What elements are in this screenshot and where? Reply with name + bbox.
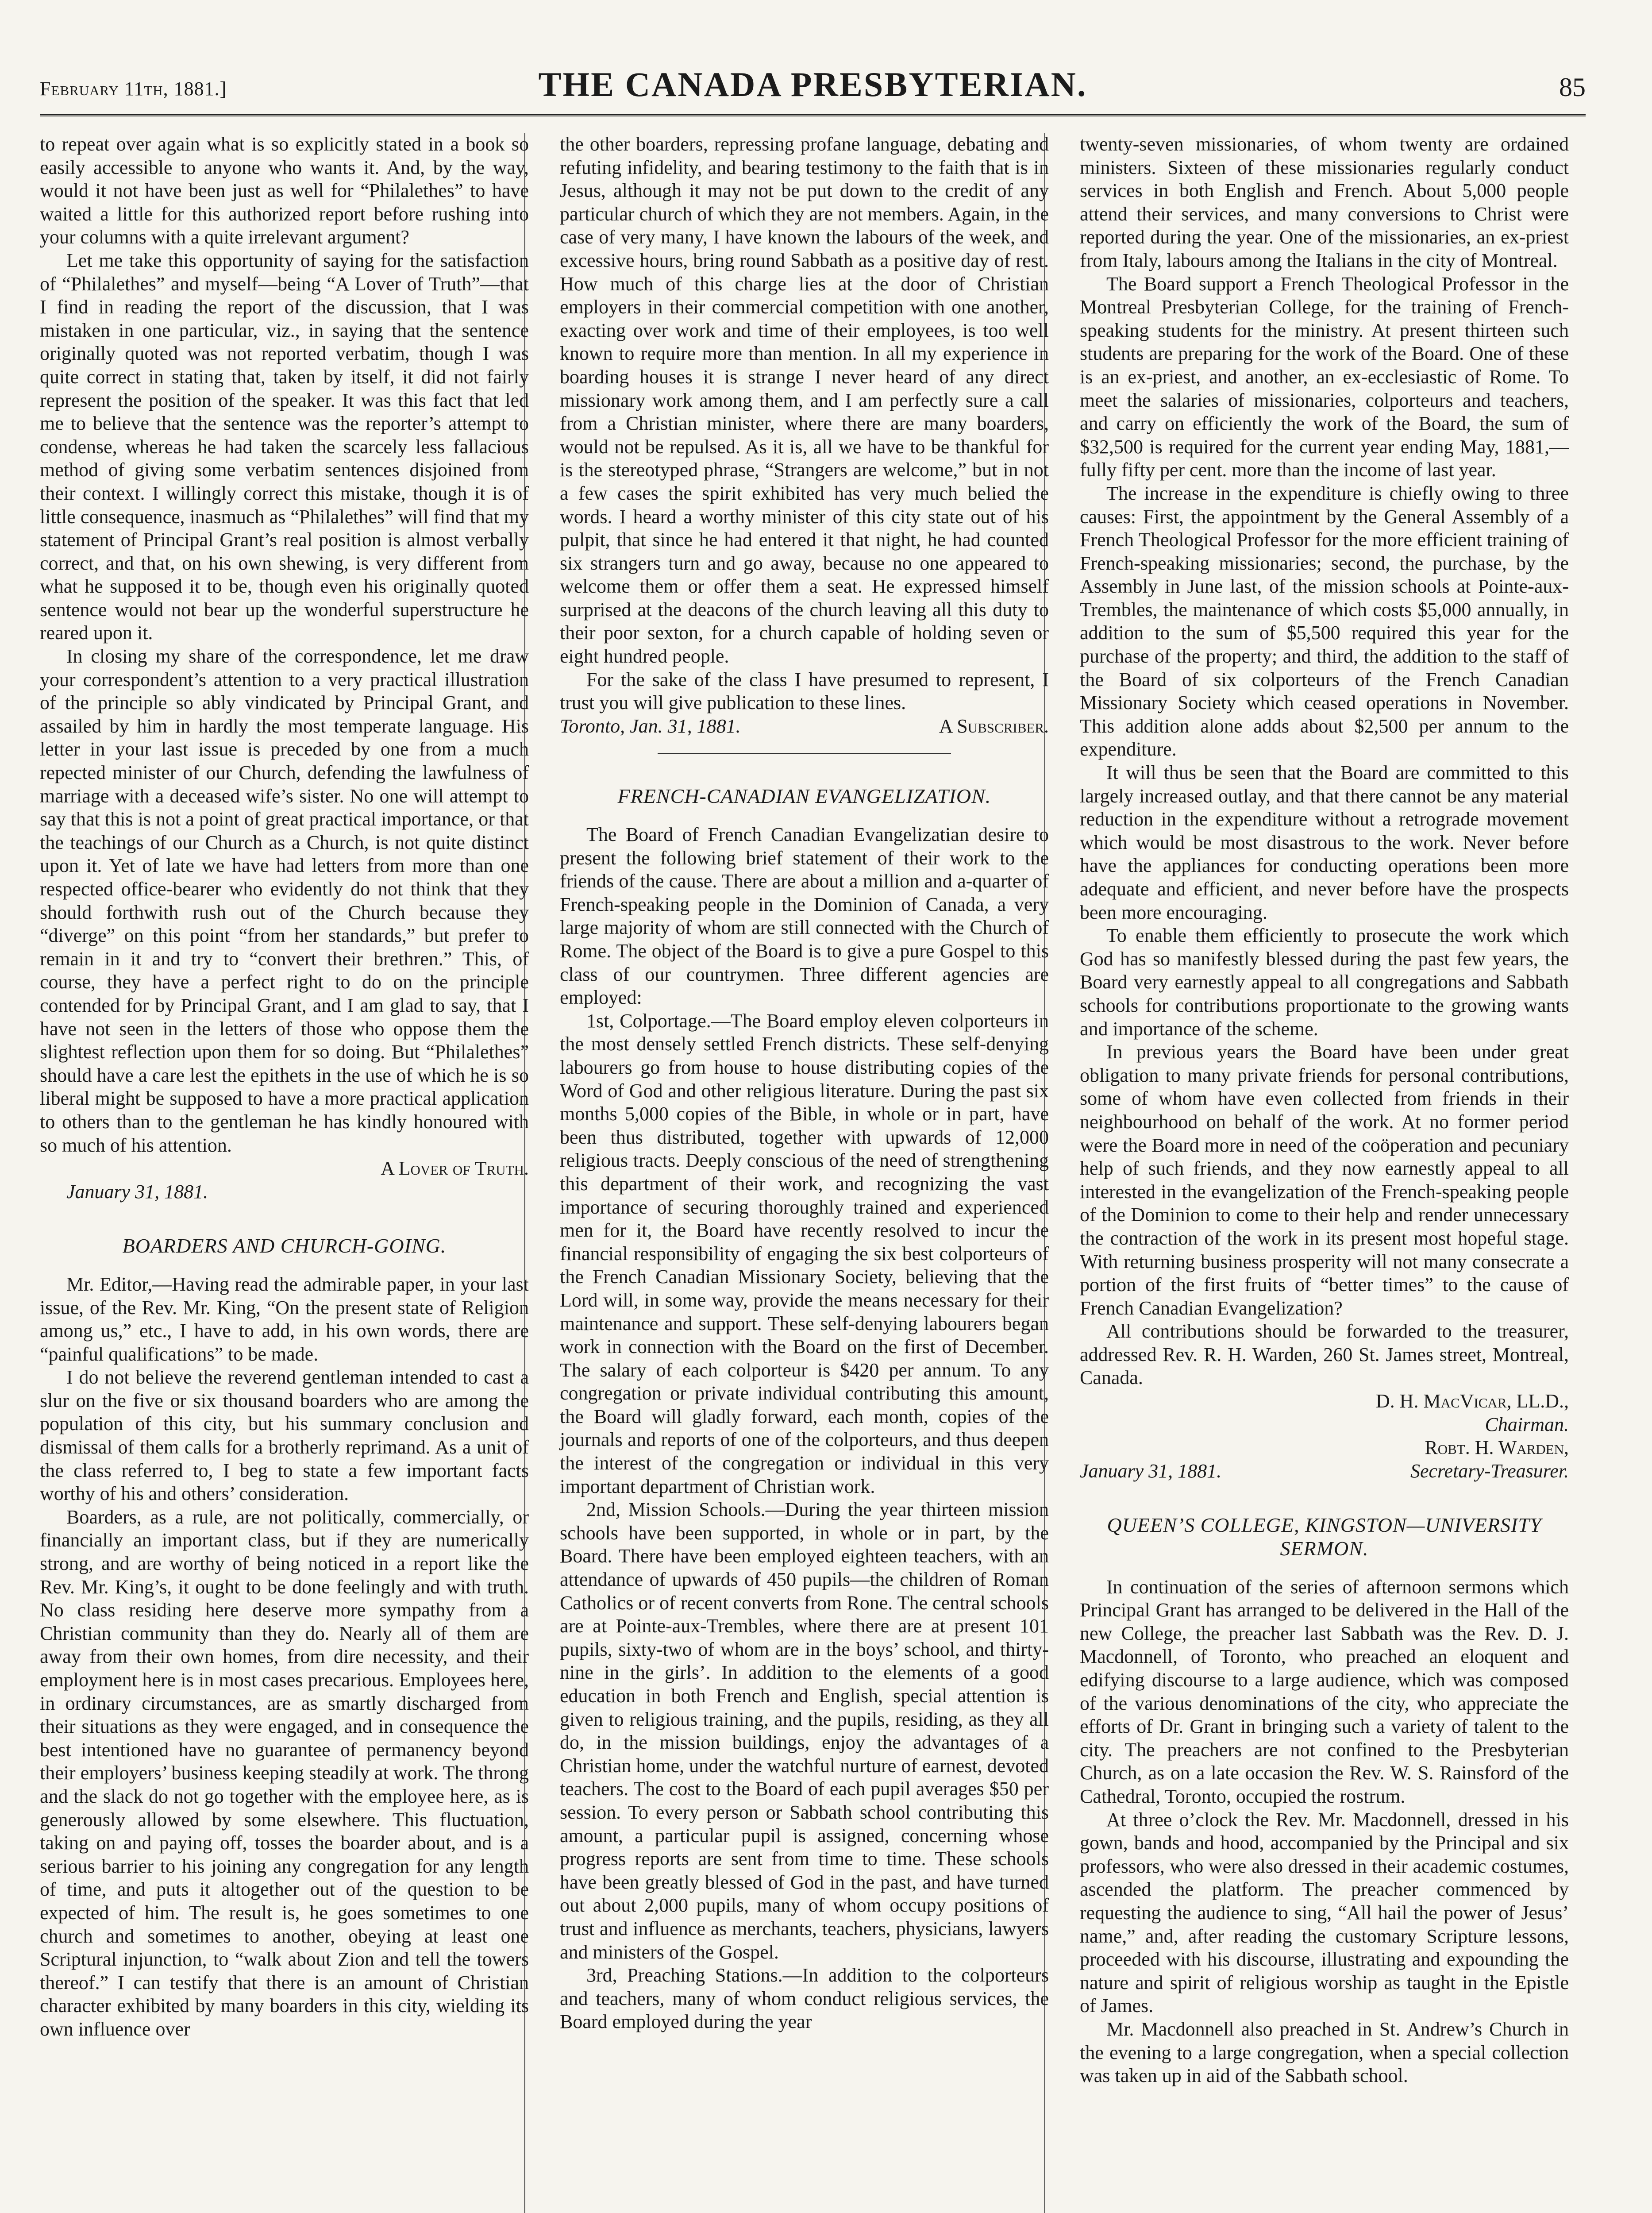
article-heading: BOARDERS AND CHURCH-GOING.: [122, 1234, 447, 1257]
paragraph: All contributions should be forwarded to the treasurer, addressed Rev. R. H. Warden, 260 St. James street, Montreal, Canada.: [1080, 1320, 1569, 1389]
dateline: January 31, 1881.: [66, 1180, 208, 1203]
paragraph: 1st, Colportage.—The Board employ eleven colporteurs in the most densely settled French districts. These self-denying labourers go from house to house distributing copies of the Word of God and other religious literature. During the past six months 5,000 copies of the Bible, in whole or in part, have been thus distributed, together with upwards of 12,000 religious tracts. Deeply conscious of the need of strengthening this department of their work, and recognizing the vast importance of securing thoroughly trained and experienced men for it, the Board have recently resolved to incur the financial responsibility of engaging the six best colporteurs of the French Canadian Missionary Society, believing that the Lord will, in some way, provide the means necessary for their maintenance and support. These self-denying labourers began work in connection with the Board on the first of December. The salary of each colporteur is $420 per annum. To any congregation or private individual contributing this amount, the Board will gladly forward, each month, copies of the journals and reports of one of the colporteurs, and thus deepen the interest of the congregation or individual in this very important department of Christian work.: [560, 1010, 1049, 1497]
column-2: [560, 133, 1049, 2034]
article-heading: FRENCH-CANADIAN EVANGELIZATION.: [617, 785, 991, 808]
paragraph: 2nd, Mission Schools.—During the year thirteen mission schools have been supported, in whole or in part, by the Board. There have been employed eighteen teachers, with an attendance of upwards of 450 pupils—the children of Roman Catholics or of recent converts from Rone. The central schools are at Pointe-aux-Trembles, where there are at present 101 pupils, sixty-two of whom are in the boys’ school, and thirty-nine in the girls’. In addition to the elements of a good education in both French and English, special attention is given to religious training, and the pupils, residing, as they all do, in the mission buildings, enjoy the advantages of a Christian home, under the watchful nurture of earnest, devoted teachers. The cost to the Board of each pupil averages $50 per session. To every person or Sabbath school contributing this amount, a particular pupil is assigned, concerning whose progress reports are sent from time to time. These schools have been greatly blessed of God in the past, and have turned out about 2,000 pupils, many of whom occupy positions of trust and influence as merchants, teachers, physicians, lawyers and ministers of the Gospel.: [560, 1499, 1049, 1963]
article-heading: QUEEN’S COLLEGE, KINGSTON—UNIVERSITY SERMON.: [1107, 1514, 1542, 1560]
issue-date: February 11th, 1881.]: [40, 78, 227, 100]
paragraph: In previous years the Board have been under great obligation to many private friends for personal contributions, some of whom have even collected from friends in their neighbourhood on behalf of the work. At no former period were the Board more in need of the coöperation and pecuniary help of such friends, and they now earnestly appeal to all interested in the evangelization of the French-speaking people of the Dominion to come to their help and render unnecessary the contraction of the work in its present most hopeful stage. With returning business prosperity will not many consecrate a portion of the first fruits of “better times” to the cause of French Canadian Evangelization?: [1080, 1041, 1569, 1319]
paragraph: twenty-seven missionaries, of whom twenty are ordained ministers. Sixteen of these missionaries regularly conduct services in both English and French. About 5,000 people attend their services, and many conversions to Christ were reported during the year. One of the missionaries, an ex-priest from Italy, labours among the Italians in the city of Montreal.: [1080, 133, 1569, 271]
page-number: 85: [1559, 73, 1586, 102]
paragraph: the other boarders, repressing profane language, debating and refuting infidelity, and bearing testimony to the faith that is in Jesus, although it may not be put down to the credit of any particular church of which they are not members. Again, in the case of very many, I have known the labours of the week, and excessive hours, bring round Sabbath as a positive day of rest. How much of this charge lies at the door of Christian employers in their commercial competition with one another, exacting over work and time of their employees, is too well known to require more than mention. In all my experience in boarding houses it is strange I never heard of any direct missionary work among them, and I am perfectly sure a call from a Christian minister, where there are many boarders, would not be repulsed. As it is, all we have to be thankful for is the stereotyped phrase, “Strangers are welcome,” but in not a few cases the spirit exhibited has very much belied the words. I heard a worthy minister of this city state out of his pulpit, that since he had entered it that night, he had counted six strangers turn and go away, because no one appeared to welcome them or offer them a seat. He expressed himself surprised at the deacons of the church leaving all this duty to their poor sexton, for a church capable of holding seven or eight hundred people.: [560, 133, 1049, 667]
paragraph: In closing my share of the correspondence, let me draw your correspondent’s attention to a very practical illustration of the principle so ably vindicated by Principal Grant, and assailed by him in hardly the most temperate language. His letter in your last issue is preceded by one from a much repected minister of our Church, defending the lawfulness of marriage with a deceased wife’s sister. No one will attempt to say that this is not a point of great practical importance, or that the teachings of our Church as a Church, is not quite distinct upon it. Yet of late we have had letters from more than one respected office-bearer who evidently do not think that they should forthwith rush out of the Church because they “diverge” on this point “from her standards,” but prefer to remain in it and try to “convert their brethren.” This, of course, they have a perfect right to do on the principle contended for by Principal Grant, and I am glad to say, that I have not seen in the letters of those who oppose them the slightest reflection upon them for so doing. But “Philalethes” should have a care lest the epithets in the use of which he is so liberal might be supposed to have a more practical application to others than to the gentleman he has kindly honoured with so much of his attention.: [40, 645, 529, 1156]
column-3: [1080, 133, 1569, 2088]
signature: Robt. H. Warden,: [1425, 1437, 1569, 1459]
signature-role: Chairman.: [1485, 1413, 1569, 1435]
paragraph: Mr. Macdonnell also preached in St. Andrew’s Church in the evening to a large congregation, when a special collection was taken up in aid of the Sabbath school.: [1080, 2018, 1569, 2087]
signature: D. H. MacVicar, LL.D.,: [1375, 1390, 1569, 1412]
paragraph: I do not believe the reverend gentleman intended to cast a slur on the five or six thousand boarders who are among the population of this city, but his summary conclusion and dismissal of them calls for a brotherly reprimand. As a unit of the class referred to, I beg to state a few important facts worthy of his and others’ consideration.: [40, 1366, 529, 1505]
paragraph: The Board of French Canadian Evangelizatian desire to present the following brief statement of their work to the friends of the cause. There are about a million and a-quarter of French-speaking people in the Dominion of Canada, a very large majority of whom are still connected with the Church of Rome. The object of the Board is to give a pure Gospel to this class of our countrymen. Three different agencies are employed:: [560, 824, 1049, 1009]
masthead: [40, 66, 1586, 106]
signature: A Lover of Truth.: [381, 1157, 529, 1180]
paragraph: Boarders, as a rule, are not politically, commercially, or financially an important class, but if they are numerically strong, and are worthy of being noticed in a report like the Rev. Mr. King’s, it ought to be done feelingly and with truth. No class residing here deserve more sympathy from a Christian community than they do. Nearly all of them are away from their own homes, from dire necessity, and their employment here is in most cases precarious. Employees here, in ordinary circumstances, are as smartly discharged from their situations as they were engaged, and in consequence the best intentioned have no guarantee of permanency beyond their employers’ business keeping steadily at work. The throng and the slack do not go together with the employee here, as is generously allowed by some elsewhere. This fluctuation, taking on and paying off, tosses the boarder about, and is a serious barrier to his joining any congregation for any length of time, and puts it altogether out of the question to be expected of him. The result is, he goes sometimes to one church and sometimes to another, obeying at least one Scriptural injunction, to “walk about Zion and tell the towers thereof.” I can testify that there is an amount of Christian character exhibited by many boarders in this city, wielding its own influence over: [40, 1506, 529, 2040]
signature-role: Secretary-Treasurer.: [1410, 1460, 1569, 1482]
paragraph: 3rd, Preaching Stations.—In addition to the colporteurs and teachers, many of whom conduct religious services, the Board employed during the year: [560, 1964, 1049, 2033]
signature-line: [1080, 1460, 1569, 1483]
newspaper-title: THE CANADA PRESBYTERIAN.: [538, 65, 1087, 104]
paragraph: It will thus be seen that the Board are committed to this largely increased outlay, and that there cannot be any material reduction in the expenditure without a retrograde movement which would be most disastrous to the work. Never before have the appliances for conducting operations been more adequate and efficient, and never before have the prospects been more encouraging.: [1080, 762, 1569, 923]
paragraph: For the sake of the class I have presumed to represent, I trust you will give publication to these lines.: [560, 668, 1049, 714]
dateline: January 31, 1881.: [1080, 1460, 1222, 1482]
dateline: Toronto, Jan. 31, 1881.: [560, 715, 741, 737]
paragraph: To enable them efficiently to prosecute the work which God has so manifestly blessed during the past few years, the Board very earnestly appeal to all congregations and Sabbath schools for contributions proportionate to the growing wants and importance of the scheme.: [1080, 925, 1569, 1040]
column-1: [40, 133, 529, 2041]
signature: A Subscriber.: [939, 715, 1049, 737]
section-divider: [658, 753, 951, 754]
paragraph: The Board support a French Theological Professor in the Montreal Presbyterian College, for the training of French-speaking students for the ministry. At present thirteen such students are preparing for the work of the Board. One of these is an ex-priest, and another, an ex-ecclesiastic of Rome. To meet the salaries of missionaries, colporteurs and teachers, and carry on efficiently the work of the Board, the sum of $32,500 is required for the current year ending May, 1881,—fully fifty per cent. more than the income of last year.: [1080, 273, 1569, 481]
masthead-rule: [40, 114, 1586, 116]
signature-line: [560, 715, 1049, 738]
paragraph: Mr. Editor,—Having read the admirable paper, in your last issue, of the Rev. Mr. King, “On the present state of Religion among us,” etc., I have to add, in his own words, there are “painful qualifications” to be made.: [40, 1273, 529, 1365]
paragraph: The increase in the expenditure is chiefly owing to three causes: First, the appointment by the General Assembly of a French Theological Professor for the more efficient training of French-speaking missionaries; second, the purchase, by the Assembly in June last, of the mission schools at Pointe-aux-Trembles, the maintenance of which costs $5,000 annually, in addition to the sum of $5,500 required this year for the purchase of the property; and third, the addition to the staff of the Board of six colporteurs of the French Canadian Missionary Society which ceased operations in November. This addition alone adds about $2,500 per annum to the expenditure.: [1080, 482, 1569, 760]
paragraph: In continuation of the series of afternoon sermons which Principal Grant has arranged to be delivered in the Hall of the new College, the preacher last Sabbath was the Rev. D. J. Macdonnell, of Toronto, who preached an eloquent and edifying discourse to a large audience, which was composed of the various denominations of the city, who appreciate the efforts of Dr. Grant in bringing such a variety of talent to the city. The preachers are not confined to the Presbyterian Church, as on a late occasion the Rev. W. S. Rainsford of the Cathedral, Toronto, occupied the rostrum.: [1080, 1576, 1569, 1807]
paragraph: At three o’clock the Rev. Mr. Macdonnell, dressed in his gown, bands and hood, accompanied by the Principal and six professors, who were also dressed in their academic costumes, ascended the platform. The preacher commenced by requesting the audience to sing, “All hail the power of Jesus’ name,” and, after reading the customary Scripture lessons, proceeded with his discourse, illustrating and expounding the nature and spirit of religious worship as taught in the Epistle of James.: [1080, 1808, 1569, 2017]
paragraph: to repeat over again what is so explicitly stated in a book so easily accessible to anyone who wants it. And, by the way, would it not have been just as well for “Philalethes” to have waited a little for this authorized report before rushing into your columns with a quite irrelevant argument?: [40, 133, 529, 248]
paragraph: Let me take this opportunity of saying for the satisfaction of “Philalethes” and myself—being “A Lover of Truth”—that I find in reading the report of the discussion, that I was mistaken in one particular, viz., in saying that the sentence originally quoted was not reported verbatim, though I was quite correct in stating that, taken by itself, it did not fairly represent the position of the speaker. It was this fact that led me to believe that the sentence was the reporter’s attempt to condense, whereas he had taken the scarcely less fallacious method of giving some verbatim sentences disjoined from their context. I willingly correct this mistake, though it is of little consequence, inasmuch as “Philalethes” will find that my statement of Principal Grant’s real position is almost verbally correct, and that, on his own shewing, is very different from what he supposed it to be, though even his originally quoted sentence would not bear up the wonderful superstructure he reared upon it.: [40, 249, 529, 644]
